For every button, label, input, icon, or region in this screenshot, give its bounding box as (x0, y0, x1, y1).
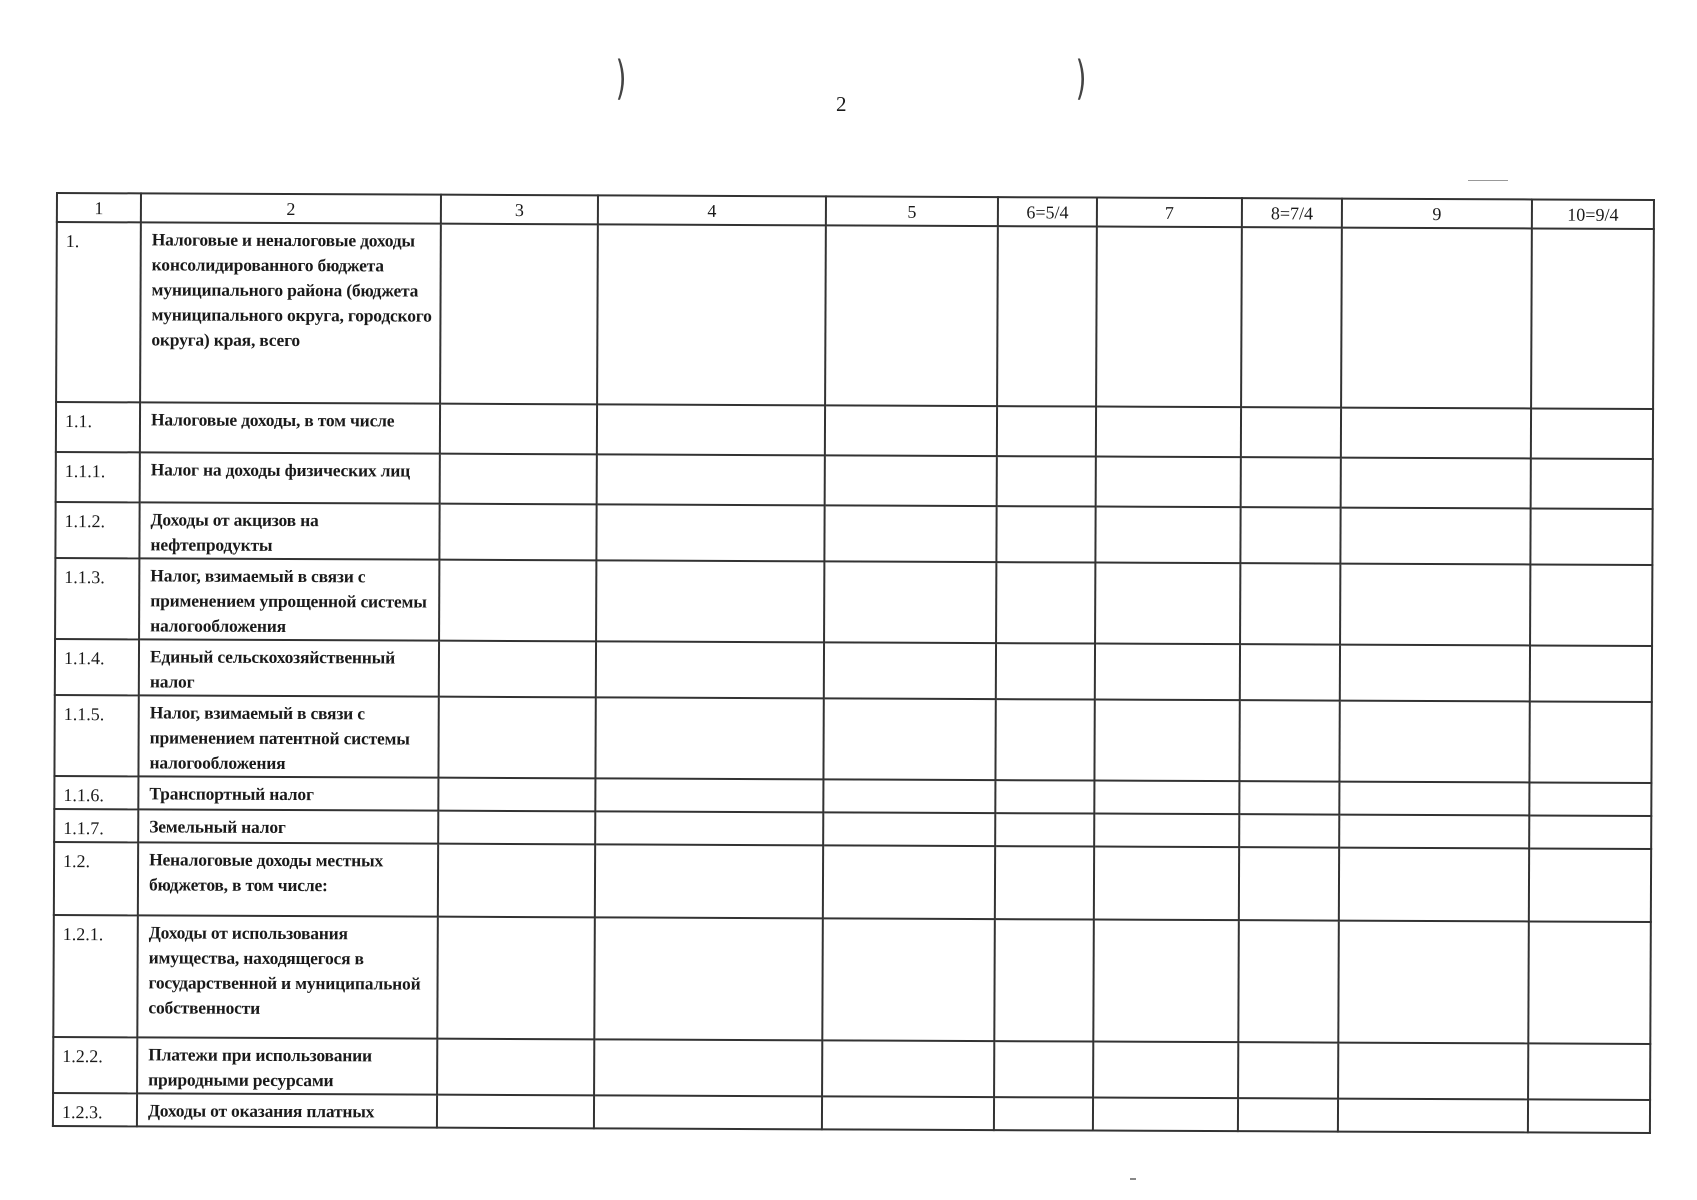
value-cell (823, 698, 995, 780)
value-cell (1529, 782, 1651, 816)
table-row (56, 222, 1654, 409)
value-cell (1096, 407, 1241, 458)
value-cell (595, 778, 823, 812)
row-name-cell: Неналоговые доходы местных бюджетов, в том числе: (138, 842, 438, 916)
value-cell (1338, 921, 1529, 1044)
scan-artifact (1130, 1178, 1136, 1180)
value-cell (1095, 644, 1240, 701)
value-cell (596, 560, 824, 642)
value-cell (1095, 563, 1240, 645)
column-number-cell: 6=5/4 (998, 197, 1097, 226)
value-cell (437, 1095, 594, 1129)
table-row (55, 639, 1652, 702)
value-cell (1238, 920, 1339, 1042)
value-cell (439, 504, 596, 561)
row-number-cell: 1.1.3. (55, 558, 139, 639)
value-cell (1093, 1042, 1238, 1099)
value-cell (594, 1039, 822, 1096)
row-number-cell: 1.1.1. (56, 452, 140, 502)
value-cell (1241, 407, 1341, 457)
value-cell (824, 642, 996, 699)
value-cell (1338, 1099, 1528, 1133)
revenue-table (52, 192, 1655, 1134)
value-cell (1530, 508, 1652, 565)
value-cell (1241, 227, 1342, 407)
row-name-cell: Налоговые доходы, в том числе (140, 402, 440, 453)
value-cell (997, 456, 1096, 506)
value-cell (597, 224, 826, 405)
value-cell (1339, 782, 1529, 816)
value-cell (1339, 815, 1529, 849)
value-cell (1340, 508, 1530, 565)
column-number-cell: 4 (598, 195, 826, 225)
value-cell (1530, 645, 1652, 702)
row-number-cell: 1.1.4. (55, 639, 139, 695)
value-cell (1530, 564, 1652, 646)
value-cell (1094, 700, 1239, 782)
value-cell (594, 1095, 822, 1129)
table-row (53, 1093, 1650, 1133)
value-cell (1341, 458, 1531, 509)
value-cell (822, 1040, 994, 1097)
row-number-cell: 1.2. (54, 842, 138, 915)
value-cell (594, 917, 823, 1040)
value-cell (596, 641, 824, 698)
value-cell (823, 779, 995, 813)
value-cell (1093, 920, 1239, 1043)
row-number-cell: 1.2.3. (53, 1093, 137, 1126)
value-cell (1339, 848, 1529, 922)
value-cell (1529, 848, 1651, 922)
value-cell (1239, 847, 1339, 920)
scan-artifact (1468, 180, 1508, 181)
row-name-cell: Платежи при использовании природными ресурсами (137, 1037, 437, 1094)
value-cell (1529, 815, 1651, 849)
row-number-cell: 1.1.2. (55, 502, 139, 558)
binding-mark-right: ) (1075, 51, 1087, 105)
row-name-cell: Единый сельскохозяйственный налог (139, 639, 439, 696)
value-cell (1340, 645, 1530, 702)
table-body (53, 193, 1654, 1133)
table-row (54, 842, 1651, 922)
value-cell (995, 780, 1094, 813)
value-cell (1238, 1098, 1338, 1131)
value-cell (440, 224, 598, 405)
value-cell (1531, 228, 1654, 409)
value-cell (823, 845, 995, 919)
value-cell (437, 917, 595, 1040)
row-number-cell: 1.2.1. (53, 915, 138, 1037)
value-cell (1528, 1099, 1650, 1133)
value-cell (997, 226, 1097, 406)
row-name-cell: Налог на доходы физических лиц (140, 452, 440, 503)
value-cell (1095, 507, 1240, 564)
value-cell (995, 846, 1094, 919)
column-number-cell: 2 (141, 193, 441, 223)
value-cell (438, 697, 595, 779)
value-cell (439, 641, 596, 698)
value-cell (438, 811, 595, 845)
value-cell (1528, 921, 1651, 1044)
value-cell (996, 562, 1095, 643)
value-cell (1341, 408, 1531, 459)
value-cell (1239, 700, 1339, 781)
revenue-table-wrapper (52, 192, 1653, 1134)
value-cell (1238, 1042, 1338, 1098)
value-cell (439, 560, 596, 642)
column-number-cell: 1 (57, 193, 141, 222)
row-name-cell: Налог, взимаемый в связи с применением упрощенной системы налогообложения (139, 558, 439, 640)
table-row (55, 502, 1652, 565)
binding-mark-left: ) (615, 51, 627, 105)
value-cell (1340, 564, 1530, 646)
row-number-cell: 1.1. (56, 402, 140, 452)
value-cell (996, 506, 1095, 562)
value-cell (595, 697, 823, 779)
column-number-cell: 3 (441, 195, 598, 225)
value-cell (1341, 228, 1532, 409)
value-cell (996, 643, 1095, 699)
value-cell (1094, 781, 1239, 815)
row-name-cell: Земельный налог (138, 809, 438, 843)
value-cell (1240, 563, 1340, 644)
value-cell (1239, 781, 1339, 814)
value-cell (825, 225, 998, 406)
table-row (53, 915, 1651, 1044)
value-cell (597, 454, 825, 505)
column-number-cell: 7 (1097, 198, 1242, 228)
value-cell (994, 1041, 1093, 1097)
row-number-cell: 1. (56, 222, 141, 402)
row-number-cell: 1.1.6. (54, 776, 138, 809)
value-cell (1528, 1043, 1650, 1100)
value-cell (825, 405, 997, 456)
table-row (54, 695, 1651, 783)
value-cell (1093, 1098, 1238, 1132)
row-name-cell: Налог, взимаемый в связи с применением патентной системы налогообложения (138, 695, 438, 777)
value-cell (1094, 814, 1239, 848)
value-cell (824, 505, 996, 562)
value-cell (1338, 1043, 1528, 1100)
value-cell (1096, 457, 1241, 508)
value-cell (822, 1096, 994, 1130)
value-cell (1094, 847, 1239, 921)
value-cell (440, 454, 597, 505)
value-cell (1529, 701, 1651, 783)
value-cell (438, 844, 595, 918)
value-cell (596, 504, 824, 561)
table-row (53, 1037, 1650, 1100)
row-name-cell: Транспортный налог (138, 776, 438, 810)
value-cell (822, 918, 995, 1041)
value-cell (1239, 814, 1339, 847)
value-cell (995, 813, 1094, 846)
value-cell (440, 404, 597, 455)
value-cell (1241, 457, 1341, 507)
value-cell (1339, 701, 1529, 783)
value-cell (1096, 227, 1242, 408)
value-cell (595, 844, 823, 918)
row-name-cell: Доходы от оказания платных (137, 1093, 437, 1127)
value-cell (994, 1097, 1093, 1130)
value-cell (825, 455, 997, 506)
value-cell (1531, 408, 1653, 459)
value-cell (1531, 458, 1653, 509)
value-cell (437, 1039, 594, 1096)
value-cell (597, 404, 825, 455)
value-cell (824, 561, 996, 643)
row-name-cell: Доходы от использования имущества, находящегося в государственной и муниципальной собственности (137, 915, 438, 1038)
value-cell (997, 406, 1096, 456)
value-cell (1240, 644, 1340, 700)
row-name-cell: Доходы от акцизов на нефтепродукты (139, 502, 439, 559)
column-number-cell: 10=9/4 (1532, 199, 1654, 229)
table-row (56, 402, 1653, 459)
row-number-cell: 1.1.5. (54, 695, 138, 776)
value-cell (438, 778, 595, 812)
value-cell (823, 812, 995, 846)
table-row (56, 452, 1653, 509)
column-number-cell: 9 (1342, 199, 1532, 229)
column-number-cell: 5 (826, 196, 998, 226)
row-number-cell: 1.1.7. (54, 809, 138, 842)
value-cell (1240, 507, 1340, 563)
row-number-cell: 1.2.2. (53, 1037, 137, 1093)
value-cell (995, 699, 1094, 780)
column-number-cell: 8=7/4 (1242, 198, 1342, 227)
table-row (55, 558, 1652, 646)
row-name-cell: Налоговые и неналоговые доходы консолидированного бюджета муниципального района (бюджета муниципального округа, городского округа) края, всего (140, 222, 441, 403)
value-cell (994, 919, 1094, 1041)
value-cell (595, 811, 823, 845)
page-number: 2 (836, 92, 847, 116)
